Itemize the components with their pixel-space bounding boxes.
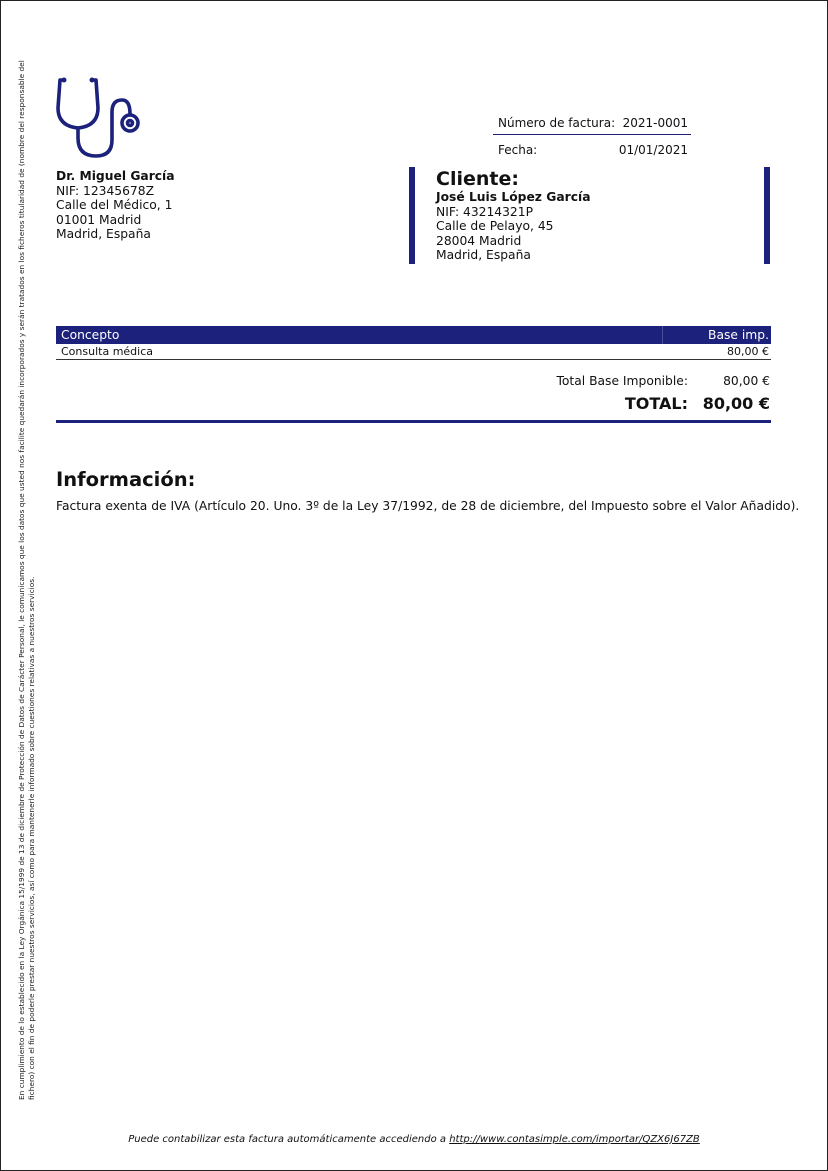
client-nif: NIF: 43214321P xyxy=(436,204,533,219)
item-concept: Consulta médica xyxy=(61,345,154,358)
client-accent-bar xyxy=(764,167,770,264)
invoice-date-row xyxy=(493,135,691,157)
info-title: Información: xyxy=(56,468,196,491)
client-block xyxy=(436,168,591,263)
info-text: Factura exenta de IVA (Artículo 20. Uno. 3º de la Ley 37/1992, de 28 de diciembre, del Impuesto sobre el Valor Añadido). xyxy=(56,499,800,513)
grand-total-value: 80,00 € xyxy=(702,394,770,413)
client-address-line: Calle de Pelayo, 45 xyxy=(436,219,554,234)
issuer-address-line: Calle del Médico, 1 xyxy=(56,198,173,212)
invoice-meta xyxy=(493,116,691,157)
invoice-number-value: 2021-0001 xyxy=(622,116,688,130)
client-address-line: Madrid, España xyxy=(436,248,531,263)
invoice-date-label: Fecha: xyxy=(498,143,538,157)
issuer-address-line: Madrid, España xyxy=(56,227,151,241)
footer-text: Puede contabilizar esta factura automáticamente accediendo a xyxy=(128,1134,447,1145)
footer-link[interactable]: http://www.contasimple.com/importar/QZX6J67ZB xyxy=(449,1134,700,1145)
invoice-number-row xyxy=(493,116,691,135)
grand-total-row xyxy=(480,395,770,412)
client-title: Cliente: xyxy=(436,168,519,190)
footer xyxy=(0,1134,828,1145)
client-name: José Luis López García xyxy=(436,190,591,204)
client-address-line: 28004 Madrid xyxy=(436,233,522,248)
legal-notice: En cumplimiento de lo establecido en la Ley Orgánica 15/1999 de 13 de diciembre de Protección de Datos de Carácter Personal, le comunicamos que los datos que usted nos facilite quedarán incorporados y serán tratados en los ficheros titularidad de (nombre del responsable del fichero) con el fin de poderle prestar nuestros servicios, así como para mantenerle informado sobre cuestiones relativas a nuestros servicios. xyxy=(17,60,36,1100)
totals-divider xyxy=(56,420,771,423)
issuer-name: Dr. Miguel García xyxy=(56,169,175,183)
table-row xyxy=(56,344,771,360)
grand-total-label: TOTAL: xyxy=(624,394,688,413)
issuer-block xyxy=(56,169,175,242)
column-header-base: Base imp. xyxy=(708,328,769,342)
total-base-value: 80,00 € xyxy=(723,374,770,388)
invoice-number-label: Número de factura: xyxy=(498,116,616,130)
item-base: 80,00 € xyxy=(727,345,769,358)
items-header xyxy=(56,326,771,344)
issuer-address-line: 01001 Madrid xyxy=(56,212,142,227)
client-accent-bar xyxy=(409,167,415,264)
column-header-concept: Concepto xyxy=(56,326,663,344)
total-base-label: Total Base Imponible: xyxy=(556,374,688,388)
items-table xyxy=(56,326,771,360)
stethoscope-icon xyxy=(52,76,144,160)
total-base-row xyxy=(480,373,770,390)
issuer-nif: NIF: 12345678Z xyxy=(56,183,155,198)
invoice-date-value: 01/01/2021 xyxy=(618,143,688,157)
totals-block xyxy=(480,373,770,412)
